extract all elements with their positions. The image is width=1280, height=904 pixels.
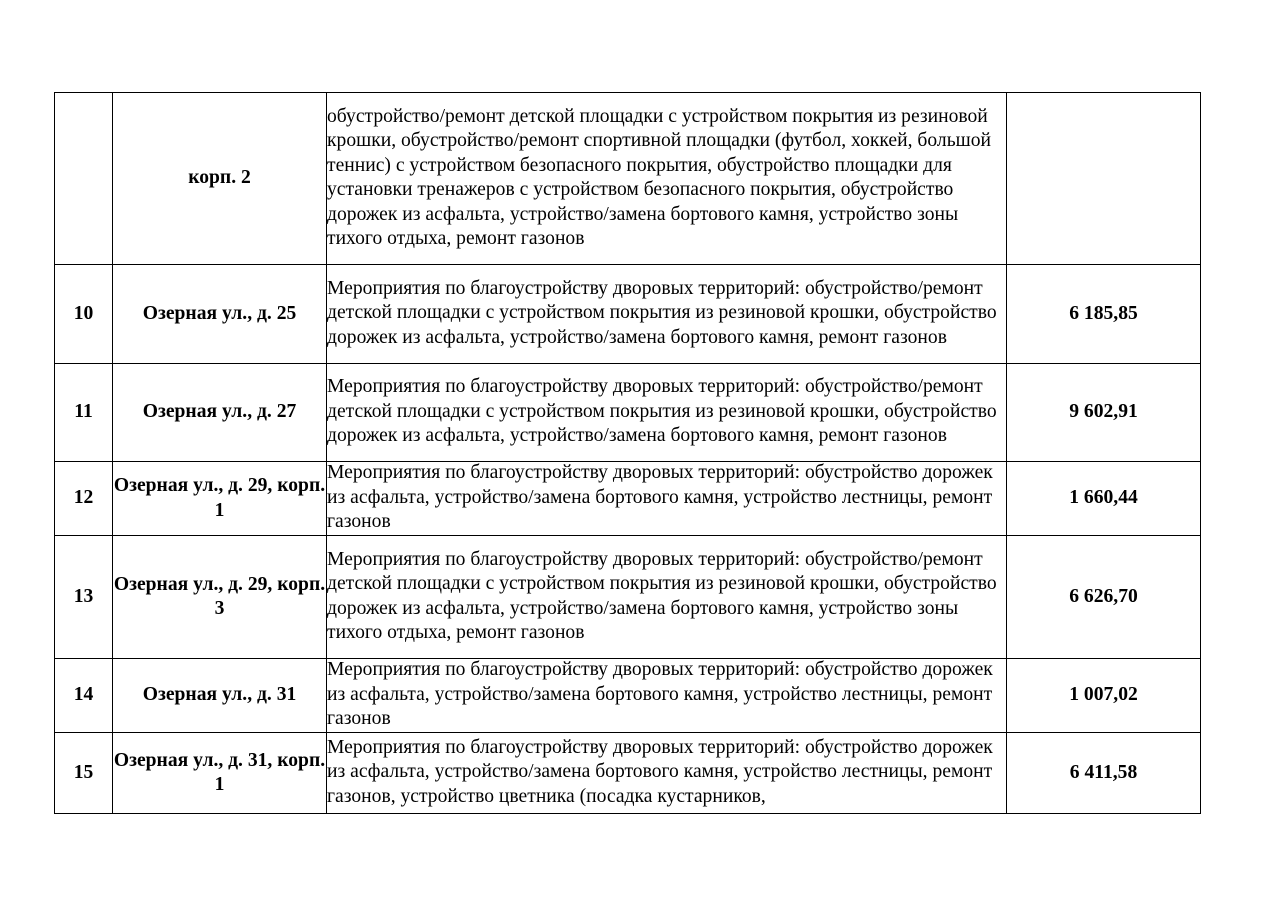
row-number: 11: [55, 364, 113, 462]
row-sum: 9 602,91: [1007, 364, 1201, 462]
row-description: [327, 93, 1007, 265]
row-description: [327, 364, 1007, 462]
table-row: [55, 659, 1201, 733]
table-row: [55, 265, 1201, 364]
row-description-text: Мероприятия по благоустройству дворовых территорий: обустройство дорожек из асфальта, устройство/замена бортового камня, устройство лестницы, ремонт газонов: [327, 659, 993, 730]
row-description-text: Мероприятия по благоустройству дворовых территорий: обустройство/ремонт детской площадки с устройством покрытия из резиновой крошки, обустройство дорожек из асфальта, устройство/замена бортового камня, устройство зоны тихого отдыха, ремонт газонов: [327, 548, 997, 643]
row-number: 13: [55, 536, 113, 659]
table-row: [55, 93, 1201, 265]
row-description: [327, 659, 1007, 733]
row-description-text: Мероприятия по благоустройству дворовых территорий: обустройство дорожек из асфальта, устройство/замена бортового камня, устройство лестницы, ремонт газонов, устройство цветника (посадка кустарников,: [327, 736, 993, 807]
row-sum: 6 626,70: [1007, 536, 1201, 659]
table-row: [55, 462, 1201, 536]
row-sum: 6 185,85: [1007, 265, 1201, 364]
row-sum: 6 411,58: [1007, 733, 1201, 814]
row-description-text: Мероприятия по благоустройству дворовых территорий: обустройство дорожек из асфальта, устройство/замена бортового камня, устройство лестницы, ремонт газонов: [327, 462, 993, 533]
row-number: 14: [55, 659, 113, 733]
row-address: корп. 2: [113, 93, 327, 265]
row-address: Озерная ул., д. 27: [113, 364, 327, 462]
row-description: [327, 536, 1007, 659]
row-number: 12: [55, 462, 113, 536]
table-row: [55, 733, 1201, 814]
row-description-text: Мероприятия по благоустройству дворовых территорий: обустройство/ремонт детской площадки с устройством покрытия из резиновой крошки, обустройство дорожек из асфальта, устройство/замена бортового камня, ремонт газонов: [327, 277, 997, 348]
table-row: [55, 364, 1201, 462]
row-description-text: обустройство/ремонт детской площадки с устройством покрытия из резиновой крошки, обустройство/ремонт спортивной площадки (футбол, хоккей, большой теннис) с устройством безопасного покрытия, обустройство площадки для установки тренажеров с устройством безопасного покрытия, обустройство дорожек из асфальта, устройство/замена бортового камня, устройство зоны тихого отдыха, ремонт газонов: [327, 105, 991, 249]
row-number: 10: [55, 265, 113, 364]
improvement-works-table: [54, 92, 1201, 814]
row-number: 15: [55, 733, 113, 814]
row-sum: 1 007,02: [1007, 659, 1201, 733]
row-address: Озерная ул., д. 29, корп. 1: [113, 462, 327, 536]
row-address: Озерная ул., д. 31, корп. 1: [113, 733, 327, 814]
row-sum: [1007, 93, 1201, 265]
row-number: [55, 93, 113, 265]
row-description: [327, 733, 1007, 814]
table-row: [55, 536, 1201, 659]
row-description: [327, 462, 1007, 536]
row-description-text: Мероприятия по благоустройству дворовых территорий: обустройство/ремонт детской площадки с устройством покрытия из резиновой крошки, обустройство дорожек из асфальта, устройство/замена бортового камня, ремонт газонов: [327, 376, 997, 447]
row-sum: 1 660,44: [1007, 462, 1201, 536]
row-address: Озерная ул., д. 31: [113, 659, 327, 733]
row-address: Озерная ул., д. 25: [113, 265, 327, 364]
row-description: [327, 265, 1007, 364]
row-address: Озерная ул., д. 29, корп. 3: [113, 536, 327, 659]
